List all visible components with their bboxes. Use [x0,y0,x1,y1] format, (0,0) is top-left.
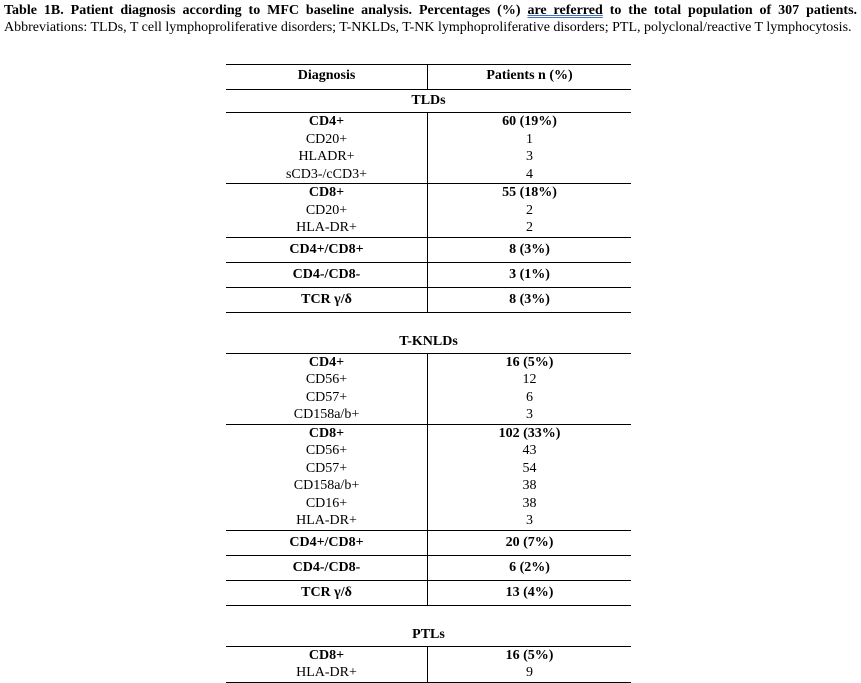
table-row [226,512,631,530]
patients-cell: 38 [522,495,537,511]
diagnosis-cell: CD20+ [226,131,428,149]
diagnosis-cell: CD57+ [226,389,428,407]
patients-cell: 102 (33%) [498,425,561,441]
table-row [226,263,631,287]
table-row [226,219,631,237]
table-row [226,406,631,424]
table-row [226,354,631,372]
section-gap [226,606,631,624]
diagnosis-cell: CD16+ [226,495,428,513]
patients-cell: 16 (5%) [505,354,554,370]
diagnosis-cell: CD56+ [226,371,428,389]
patients-cell: 4 [526,166,533,182]
table-row [226,477,631,495]
diagnosis-cell: TCR γ/δ [226,581,428,605]
patients-cell: 6 [526,389,533,405]
table-row [226,460,631,478]
diagnosis-cell: CD4-/CD8- [226,556,428,580]
header-diagnosis: Diagnosis [226,65,428,89]
diagnosis-cell: CD4+ [226,354,428,372]
patients-cell: 55 (18%) [502,185,557,200]
table-row [226,288,631,312]
caption-title [4,3,857,18]
diagnosis-cell: CD8+ [226,647,428,665]
table-header-row [226,65,631,89]
diagnosis-cell: CD20+ [226,202,428,220]
table-row [226,647,631,665]
patients-cell: 9 [526,665,533,680]
diagnosis-cell: HLA-DR+ [226,512,428,530]
diagnosis-cell: CD158a/b+ [226,477,428,495]
table-row [226,442,631,460]
table-row [226,531,631,555]
table-row [226,556,631,580]
diagnosis-cell: CD4+ [226,113,428,131]
patients-cell: 6 (2%) [509,559,550,575]
caption-title-part2: to the total population of 307 patients. [602,3,858,18]
diagnosis-cell: HLA-DR+ [226,219,428,237]
table-row [226,113,631,131]
patients-cell: 38 [522,478,537,493]
header-patients: Patients n (%) [486,68,573,83]
patients-cell: 16 (5%) [505,647,554,663]
caption-title-underlined: are referred [527,3,603,18]
caption-title-part1: Table 1B. Patient diagnosis according to MFC baseline analysis. Percentages (%) [4,3,528,18]
table-row [226,425,631,443]
patients-cell: 20 (7%) [505,534,554,550]
section-gap [226,313,631,331]
patients-cell: 60 (19%) [502,114,557,129]
diagnosis-cell: CD4+/CD8+ [226,531,428,555]
patients-cell: 8 (3%) [509,241,550,257]
table-row [226,495,631,513]
patients-cell: 43 [522,443,537,458]
patients-cell: 3 [526,407,533,422]
diagnosis-cell: CD56+ [226,442,428,460]
patients-cell: 3 [526,149,533,164]
group-rule [226,682,631,683]
table-row [226,389,631,407]
diagnosis-cell: CD8+ [226,184,428,202]
table-row [226,371,631,389]
patients-cell: 2 [526,202,533,218]
diagnosis-cell: HLADR+ [226,148,428,166]
patients-cell: 1 [526,131,533,147]
diagnosis-cell: sCD3-/cCD3+ [226,166,428,184]
diagnosis-cell: CD8+ [226,425,428,443]
diagnosis-cell: TCR γ/δ [226,288,428,312]
patients-cell: 12 [522,372,537,387]
caption-abbreviations: Abbreviations: TLDs, T cell lymphoproliferative disorders; T-NKLDs, T-NK lymphoproliferative disorders; PTL, polyclonal/reactive T lymphocytosis. [4,20,852,35]
diagnosis-cell: CD57+ [226,460,428,478]
diagnosis-table [226,64,631,683]
diagnosis-cell: CD158a/b+ [226,406,428,424]
section-title: PTLs [412,626,445,642]
table-row [226,581,631,605]
table-row [226,166,631,184]
diagnosis-cell: HLA-DR+ [226,664,428,682]
table-row [226,238,631,262]
patients-cell: 3 [526,513,533,528]
table-row [226,202,631,220]
diagnosis-cell: CD4+/CD8+ [226,238,428,262]
table-row [226,131,631,149]
patients-cell: 13 (4%) [505,584,554,600]
patients-cell: 3 (1%) [509,266,550,282]
section-title: T-KNLDs [399,333,458,349]
diagnosis-cell: CD4-/CD8- [226,263,428,287]
table-row [226,664,631,682]
table-row [226,148,631,166]
table-row [226,184,631,202]
section-title: TLDs [411,93,446,108]
patients-cell: 54 [522,460,537,476]
patients-cell: 2 [526,220,533,235]
table-caption [4,2,857,36]
patients-cell: 8 (3%) [509,291,550,307]
